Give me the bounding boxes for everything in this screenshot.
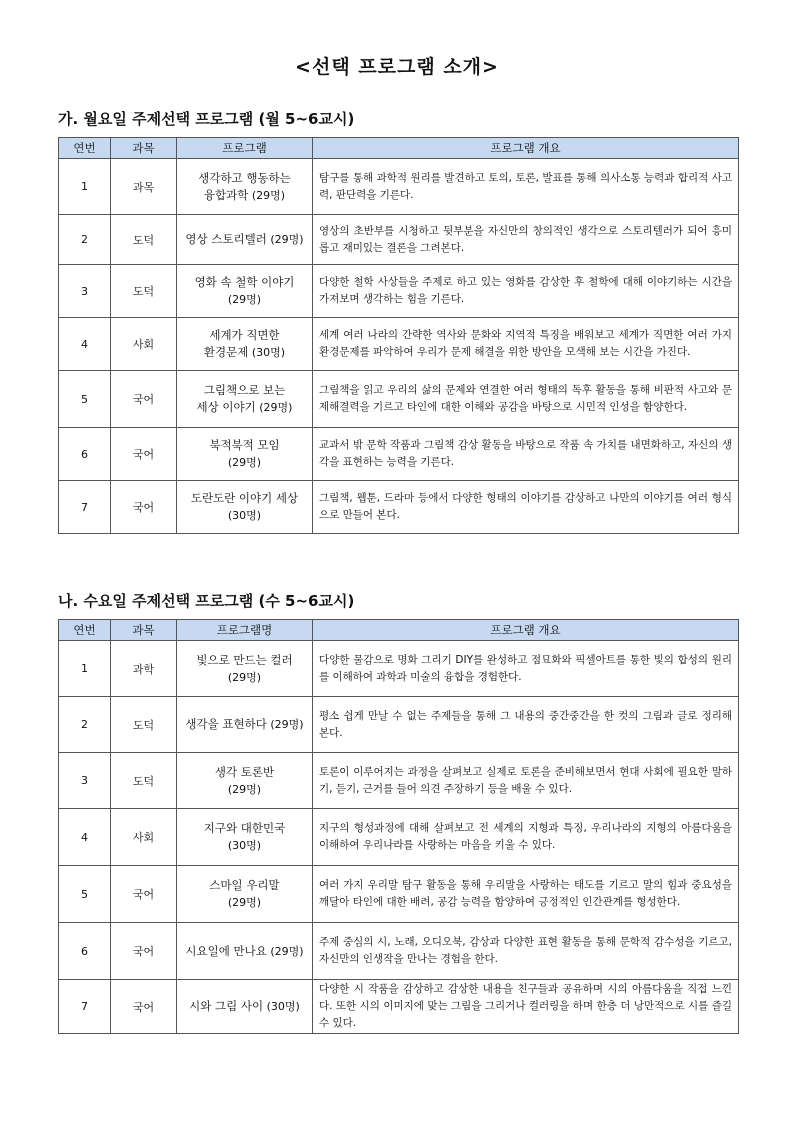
row-number: 5 [59, 371, 111, 428]
row-program-name [177, 318, 313, 371]
row-number: 1 [59, 159, 111, 215]
program-capacity: (29명) [251, 188, 286, 202]
row-overview: 지구의 형성과정에 대해 살펴보고 전 세계의 지형과 특징, 우리나라의 지형의 아름다움을 이해하여 우리나라를 사랑하는 마음을 키울 수 있다. [313, 809, 739, 866]
program-name: 영상 스토리텔러 [185, 232, 267, 246]
program-name: 영화 속 철학 이야기 [194, 275, 295, 289]
program-name-line2: 환경문제 [203, 345, 249, 359]
row-number: 6 [59, 923, 111, 980]
row-number: 6 [59, 428, 111, 481]
program-name: 생각을 표현하다 [185, 717, 267, 731]
row-program-name [177, 481, 313, 534]
page-title: <선택 프로그램 소개> [295, 56, 499, 78]
table-header-row [59, 138, 739, 159]
program-name: 북적북적 모임 [209, 438, 280, 452]
program-name: 생각 토론반 [214, 764, 275, 779]
table-row [59, 265, 739, 318]
section-title-wednesday: 나. 수요일 주제선택 프로그램 (수 5~6교시) [58, 592, 355, 610]
row-subject: 사회 [111, 809, 177, 866]
row-overview: 여러 가지 우리말 탐구 활동을 통해 우리말을 사랑하는 태도를 기르고 말의 힘과 중요성을 깨달아 타인에 대한 배려, 공감 능력을 함양하여 긍정적인 인간관계를 형성한다. [313, 866, 739, 923]
program-name: 시와 그림 사이 [189, 999, 264, 1013]
row-subject: 국어 [111, 866, 177, 923]
row-overview: 다양한 시 작품을 감상하고 감상한 내용을 친구들과 공유하며 시의 아름다움을 직접 느낀다. 또한 시의 이미지에 맞는 그림을 그리거나 컬러링을 하며 한층 더 낭만적으로 시를 즐길 수 있다. [313, 980, 739, 1034]
table-row [59, 215, 739, 265]
row-program-name [177, 866, 313, 923]
header-program: 프로그램명 [177, 620, 313, 641]
section-title-monday: 가. 월요일 주제선택 프로그램 (월 5~6교시) [58, 110, 355, 128]
row-overview: 다양한 물감으로 명화 그리기 DIY를 완성하고 점묘화와 픽셀아트를 통한 빛의 합성의 원리를 이해하여 과학과 미술의 융합을 경험한다. [313, 641, 739, 697]
row-subject: 국어 [111, 371, 177, 428]
row-number: 3 [59, 753, 111, 809]
program-name: 지구와 대한민국 [203, 821, 286, 835]
row-subject: 국어 [111, 923, 177, 980]
program-capacity: (30명) [251, 346, 286, 359]
row-program-name [177, 753, 313, 809]
table-row [59, 159, 739, 215]
table-row [59, 371, 739, 428]
row-subject: 도덕 [111, 265, 177, 318]
table-row [59, 697, 739, 753]
row-subject: 과목 [111, 159, 177, 215]
row-overview: 그림책을 읽고 우리의 삶의 문제와 연결한 여러 형태의 독후 활동을 통해 비판적 사고와 문제해결력을 기르고 타인에 대한 이해와 공감을 바탕으로 시민적 인성을 함양한다. [313, 371, 739, 428]
row-program-name [177, 809, 313, 866]
row-number: 2 [59, 697, 111, 753]
row-program-name [177, 371, 313, 428]
row-number: 2 [59, 215, 111, 265]
program-name: 스마일 우리말 [209, 878, 280, 892]
program-capacity: (29명) [259, 401, 293, 414]
program-capacity: (29명) [227, 456, 262, 469]
row-overview: 다양한 철학 사상들을 주제로 하고 있는 영화를 감상한 후 철학에 대해 이야기하는 시간을 가져보며 생각하는 힘을 기른다. [313, 265, 739, 318]
row-program-name [177, 697, 313, 753]
table-header-row [59, 620, 739, 641]
row-number: 7 [59, 481, 111, 534]
table-row [59, 980, 739, 1034]
program-name-line2: 세상 이야기 [196, 400, 256, 414]
program-capacity: (29명) [227, 782, 262, 796]
program-capacity: (29명) [227, 293, 262, 306]
row-number: 4 [59, 318, 111, 371]
program-capacity: (29명) [270, 944, 304, 958]
table-row [59, 753, 739, 809]
table-row [59, 641, 739, 697]
table-row [59, 866, 739, 923]
header-overview: 프로그램 개요 [313, 138, 739, 159]
program-name: 그림책으로 보는 [203, 383, 286, 397]
table-row [59, 481, 739, 534]
program-capacity: (30명) [266, 1000, 300, 1013]
row-program-name [177, 428, 313, 481]
header-num: 연번 [59, 138, 111, 159]
row-program-name [177, 923, 313, 980]
row-subject: 사회 [111, 318, 177, 371]
row-program-name [177, 265, 313, 318]
row-subject: 도덕 [111, 753, 177, 809]
row-subject: 도덕 [111, 697, 177, 753]
program-name: 생각하고 행동하는 [198, 170, 291, 185]
header-num: 연번 [59, 620, 111, 641]
row-program-name [177, 980, 313, 1034]
program-capacity: (29명) [270, 718, 304, 731]
row-subject: 국어 [111, 481, 177, 534]
row-subject: 도덕 [111, 215, 177, 265]
row-program-name [177, 641, 313, 697]
program-table-wednesday [58, 619, 739, 1034]
table-row [59, 923, 739, 980]
row-number: 5 [59, 866, 111, 923]
row-overview: 세계 여러 나라의 간략한 역사와 문화와 지역적 특징을 배워보고 세계가 직면한 여러 가지 환경문제를 파악하여 우리가 문제 해결을 위한 방안을 모색해 보는 시간을 가진다. [313, 318, 739, 371]
row-subject: 국어 [111, 980, 177, 1034]
header-subject: 과목 [111, 620, 177, 641]
program-name: 도란도란 이야기 세상 [190, 491, 299, 505]
program-capacity: (30명) [227, 839, 262, 852]
program-table-monday [58, 137, 739, 534]
table-row [59, 428, 739, 481]
row-subject: 국어 [111, 428, 177, 481]
table-row [59, 318, 739, 371]
row-number: 1 [59, 641, 111, 697]
row-number: 7 [59, 980, 111, 1034]
header-subject: 과목 [111, 138, 177, 159]
row-overview: 토론이 이루어지는 과정을 살펴보고 실제로 토론을 준비해보면서 현대 사회에 필요한 말하기, 듣기, 근거를 들어 의견 주장하기 등을 배울 수 있다. [313, 753, 739, 809]
table-row [59, 809, 739, 866]
row-overview: 영상의 초반부를 시청하고 뒷부분을 자신만의 창의적인 생각으로 스토리텔러가 되어 흥미롭고 재미있는 결론을 그려본다. [313, 215, 739, 265]
row-number: 4 [59, 809, 111, 866]
program-capacity: (29명) [227, 896, 262, 909]
program-name-line2: 융합과학 [203, 187, 249, 202]
row-program-name [177, 159, 313, 215]
row-overview: 탐구를 통해 과학적 원리를 발견하고 토의, 토론, 발표를 통해 의사소통 능력과 합리적 사고력, 판단력을 기른다. [313, 159, 739, 215]
program-capacity: (29명) [270, 233, 304, 246]
program-name: 세계가 직면한 [209, 328, 280, 342]
row-overview: 주제 중심의 시, 노래, 오디오북, 감상과 다양한 표현 활동을 통해 문학적 감수성을 기르고, 자신만의 인생작을 만나는 경험을 한다. [313, 923, 739, 980]
row-program-name [177, 215, 313, 265]
header-program: 프로그램 [177, 138, 313, 159]
row-subject: 과학 [111, 641, 177, 697]
row-overview: 교과서 밖 문학 작품과 그림책 감상 활동을 바탕으로 작품 속 가치를 내면화하고, 자신의 생각을 표현하는 능력을 기른다. [313, 428, 739, 481]
program-capacity: (30명) [227, 509, 262, 522]
row-overview: 평소 쉽게 만날 수 없는 주제들을 통해 그 내용의 중간중간을 한 컷의 그림과 글로 정리해 본다. [313, 697, 739, 753]
program-capacity: (29명) [227, 670, 262, 684]
row-overview: 그림책, 웹툰, 드라마 등에서 다양한 형태의 이야기를 감상하고 나만의 이야기를 여러 형식으로 만들어 본다. [313, 481, 739, 534]
header-overview: 프로그램 개요 [313, 620, 739, 641]
row-number: 3 [59, 265, 111, 318]
program-name: 빛으로 만드는 컬러 [196, 652, 293, 667]
program-name: 시요일에 만나요 [185, 943, 267, 958]
